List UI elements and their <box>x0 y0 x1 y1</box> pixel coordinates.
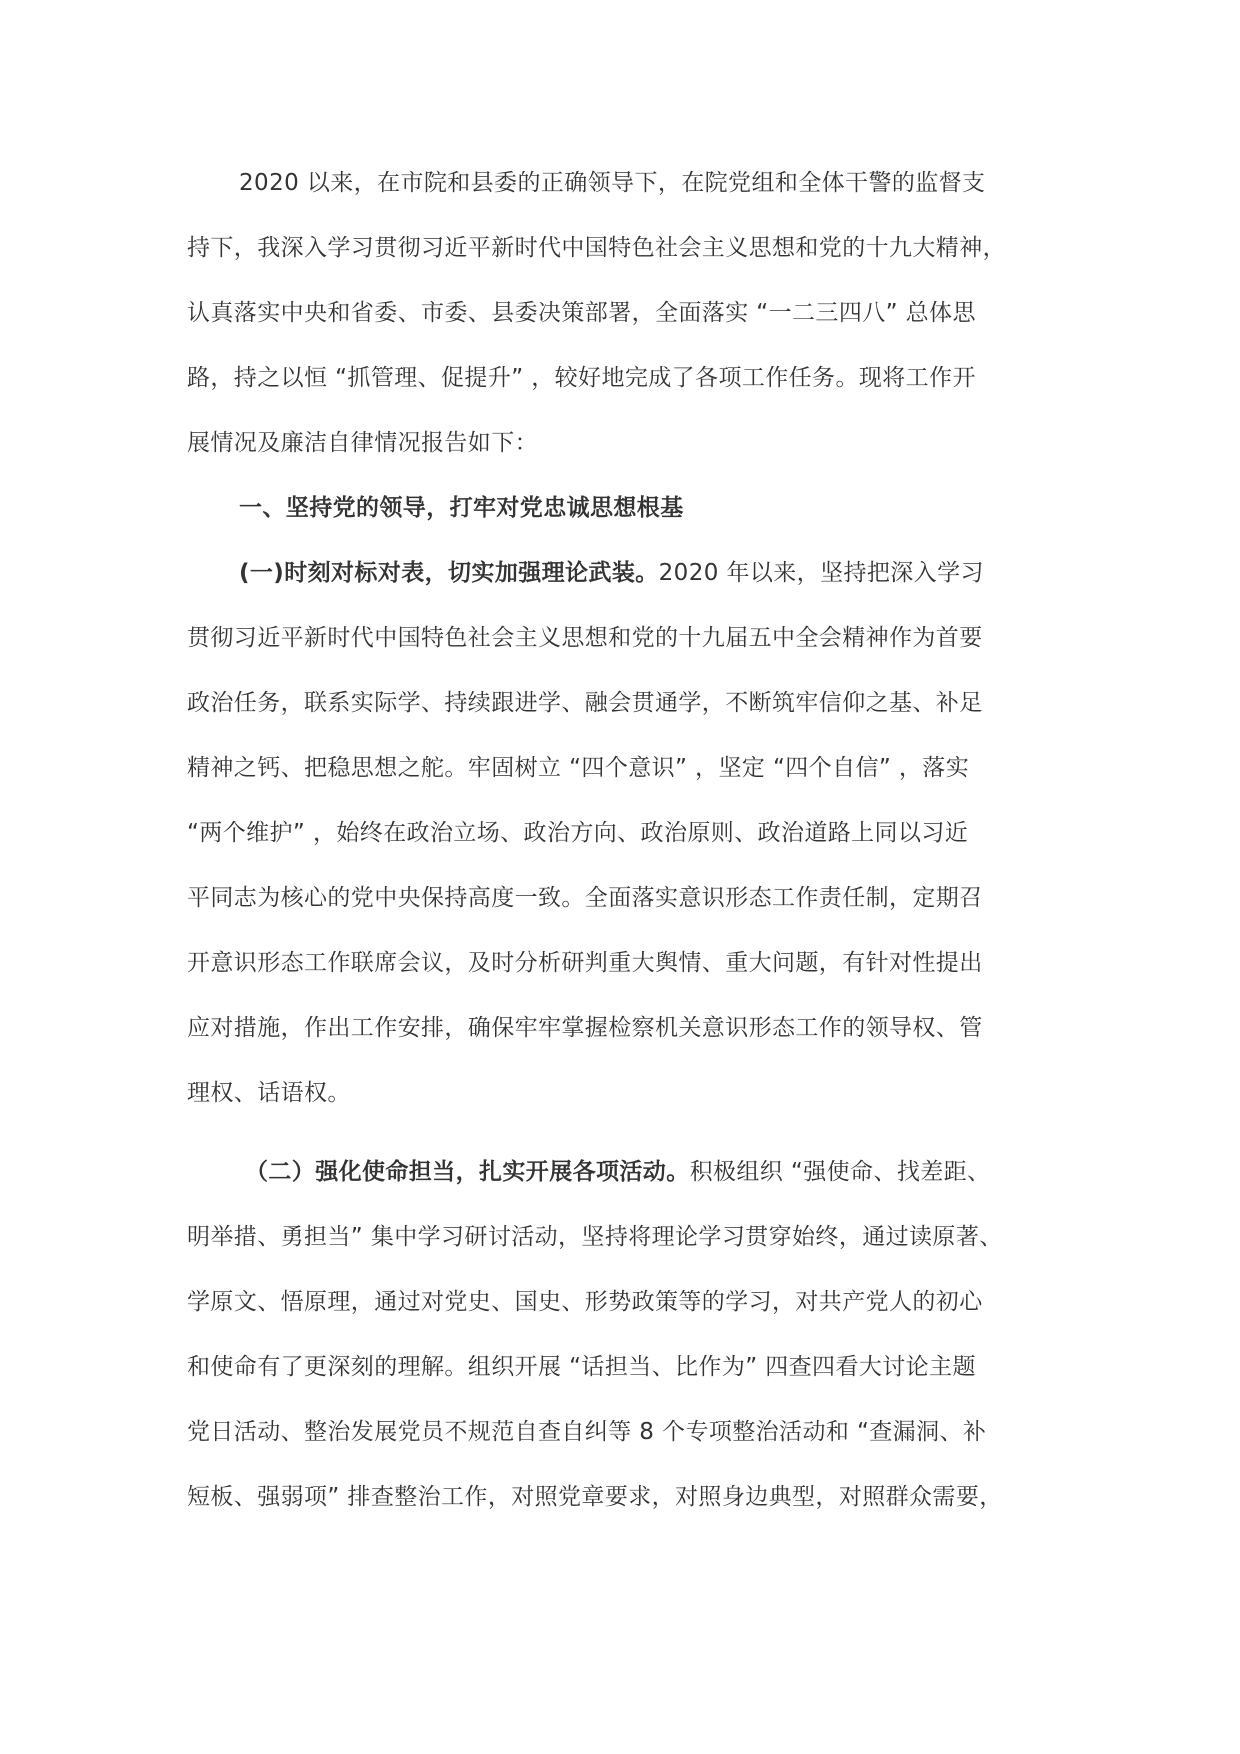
intro-line-3: 认真落实中央和省委、市委、县委决策部署，全面落实 “一二三四八” 总体思 <box>187 300 976 326</box>
subsection-1-line-7: 开意识形态工作联席会议，及时分析研判重大舆情、重大问题，有针对性提出 <box>187 950 983 976</box>
subsection-1-line-2: 贯彻习近平新时代中国特色社会主义思想和党的十九届五中全会精神作为首要 <box>187 625 983 651</box>
subsection-1-first-line <box>187 555 1067 592</box>
subsection-2-line-5: 党日活动、整治发展党员不规范自查自纠等 8 个专项整治活动和 “查漏洞、补 <box>187 1419 987 1445</box>
subsection-1-line-8: 应对措施，作出工作安排，确保牢牢掌握检察机关意识形态工作的领导权、管 <box>187 1015 983 1041</box>
intro-line-2: 持下，我深入学习贯彻习近平新时代中国特色社会主义思想和党的十九大精神， <box>187 235 1006 261</box>
subsection-1-text-start: 2020 年以来，坚持把深入学习 <box>658 560 984 586</box>
subsection-2-text-start: 积极组织 “强使命、找差距、 <box>689 1159 991 1185</box>
subsection-1-line-4: 精神之钙、把稳思想之舵。牢固树立 “四个意识” ，坚定 “四个自信” ，落实 <box>187 755 970 781</box>
intro-line-5: 展情况及廉洁自律情况报告如下： <box>187 430 538 456</box>
subsection-2-line-3: 学原文、悟原理，通过对党史、国史、形势政策等的学习，对共产党人的初心 <box>187 1289 983 1315</box>
subsection-1-line-5: “两个维护” ，始终在政治立场、政治方向、政治原则、政治道路上同以习近 <box>187 820 969 846</box>
subsection-2-title: （二）强化使命担当，扎实开展各项活动。 <box>245 1159 690 1185</box>
subsection-2-line-2: 明举措、勇担当” 集中学习研讨活动，坚持将理论学习贯穿始终，通过读原著、 <box>187 1224 1003 1250</box>
document-body <box>187 165 1067 1544</box>
intro-line-4: 路，持之以恒 “抓管理、促提升” ，较好地完成了各项工作任务。现将工作开 <box>187 365 976 391</box>
section-heading-1: 一、坚持党的领导，打牢对党忠诚思想根基 <box>239 495 684 521</box>
subsection-1-title: (一)时刻对标对表，切实加强理论武装。 <box>239 560 659 586</box>
subsection-2-line-6: 短板、强弱项” 排查整治工作，对照党章要求，对照身边典型，对照群众需要， <box>187 1484 1003 1510</box>
subsection-1-line-9: 理权、话语权。 <box>187 1080 351 1106</box>
subsection-1-line-3: 政治任务，联系实际学、持续跟进学、融会贯通学，不断筑牢信仰之基、补足 <box>187 690 983 716</box>
intro-line-1: 2020 以来，在市院和县委的正确领导下，在院党组和全体干警的监督支 <box>239 170 986 196</box>
subsection-1-line-6: 平同志为核心的党中央保持高度一致。全面落实意识形态工作责任制，定期召 <box>187 885 983 911</box>
subsection-2-line-4: 和使命有了更深刻的理解。组织开展 “话担当、比作为” 四查四看大讨论主题 <box>187 1354 976 1380</box>
subsection-2-first-line <box>187 1154 1067 1191</box>
